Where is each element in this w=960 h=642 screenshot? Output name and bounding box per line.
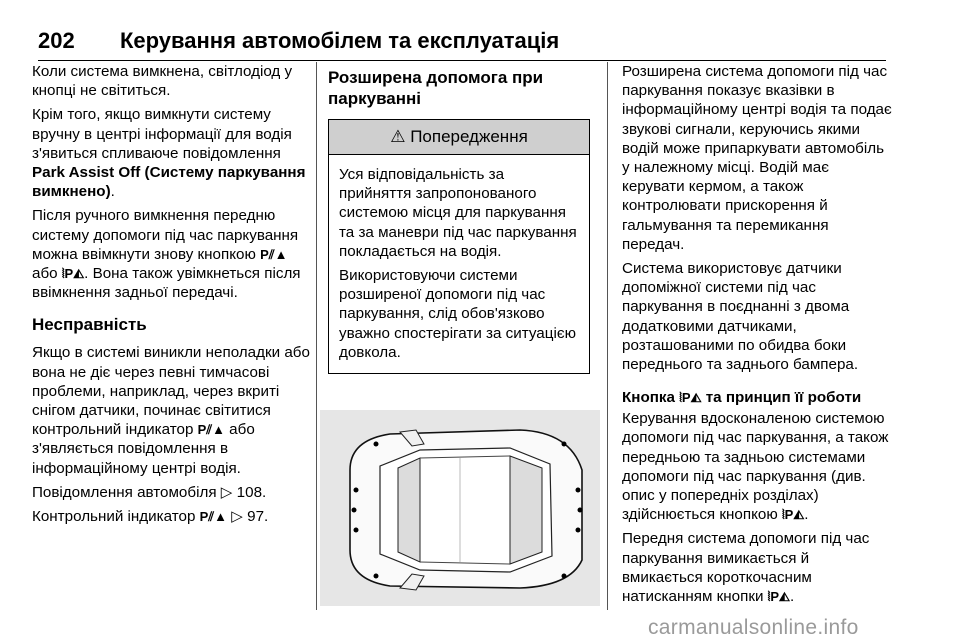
page-ref-link[interactable]: 108.	[236, 483, 267, 501]
paragraph: Коли система вимкнена, світлодіод у кнопці не світиться.	[32, 63, 293, 100]
park-assist-icon: P⫽▲	[260, 246, 288, 262]
page-ref-icon: ▷	[220, 483, 237, 501]
paragraph: Після ручного вимкнення передню систему допомоги під час паркування можна ввімкнути знову кнопкою P⫽▲ або ⦚P◭. Вона також увімкнеться після ввімкнення задньої передачі.	[32, 207, 301, 302]
column-divider	[316, 62, 317, 610]
paragraph: Розширена система допомоги під час паркування показує вказівки в інформаційному центрі водія та подає звукові сигнали, керуючись якими водій може припаркувати автомобіль у належному місці. Водій має керувати кермом, а також контролювати прискорення й гальмування та перемикання передач.	[622, 63, 892, 253]
park-sensor-icon: ⦚P◭	[679, 390, 702, 406]
paragraph: Керування вдосконаленою системою допомоги під час паркування, а також передньою та задньою системами допомоги під час паркування (див. опис у попередніх розділах) здійснюється кнопкою ⦚P◭.	[622, 410, 889, 524]
warning-triangle-icon: ⚠	[390, 127, 406, 146]
paragraph: Якщо в системі виникли неполадки або вона не діє через певні тимчасові проблеми, наприклад, через вкриті снігом датчики, починає світитися контрольний індикатор P⫽▲ або з'являється повідомлення в інформаційному центрі водія.	[32, 344, 310, 477]
column-right	[622, 62, 892, 611]
warning-title: Попередження	[410, 127, 528, 146]
column-divider	[607, 62, 608, 610]
park-assist-icon: P⫽▲	[197, 422, 225, 438]
page-header	[38, 22, 886, 61]
paragraph: Використовуючи системи розширеної допомоги під час паркування, слід обов'язково уважно спостерігати за ситуацією довкола.	[339, 267, 576, 361]
column-middle	[328, 62, 596, 374]
park-sensor-icon: ⦚P◭	[767, 589, 790, 605]
paragraph: Контрольний індикатор P⫽▲ ▷ 97.	[32, 508, 269, 526]
paragraph: Уся відповідальність за прийняття запропонованого системою місця для паркування та за маневри під час паркування покладається на водія.	[339, 166, 577, 260]
car-sensor-illustration	[320, 410, 600, 606]
page-number: 202	[38, 28, 75, 53]
watermark: carmanualsonline.info	[648, 616, 859, 639]
section-heading-fault: Несправність	[32, 315, 147, 335]
paragraph: Система використовує датчики допоміжної системи під час паркування в поєднанні з двома додатковими датчиками, розташованими по обидва боки переднього та заднього бампера.	[622, 260, 859, 374]
paragraph: Повідомлення автомобіля ▷ 108.	[32, 483, 267, 501]
paragraph: Передня система допомоги під час паркування вимикається й вмикається короткочасним натисканням кнопки ⦚P◭.	[622, 530, 870, 606]
warning-header	[329, 120, 589, 155]
page-ref-icon: ▷	[231, 508, 248, 526]
chapter-title: Керування автомобілем та експлуатація	[120, 28, 560, 53]
paragraph: Крім того, якщо вимкнути систему вручну в центрі інформації для водія з'явиться спливаюче повідомлення Park Assist Off (Систему паркування вимкнено).	[32, 106, 306, 201]
subsection-heading-button: Кнопка ⦚P◭ та принцип її роботи	[622, 389, 862, 407]
park-assist-icon: P⫽▲	[199, 509, 227, 525]
warning-box	[328, 119, 590, 374]
park-sensor-icon: ⦚P◭	[781, 507, 805, 523]
column-left	[32, 62, 314, 531]
section-heading-advanced-park-assist: Розширена допомога при паркуванні	[328, 68, 544, 108]
warning-body	[329, 155, 589, 373]
park-sensor-icon: ⦚P◭	[61, 266, 85, 282]
page-ref-link[interactable]: 97.	[247, 508, 269, 526]
